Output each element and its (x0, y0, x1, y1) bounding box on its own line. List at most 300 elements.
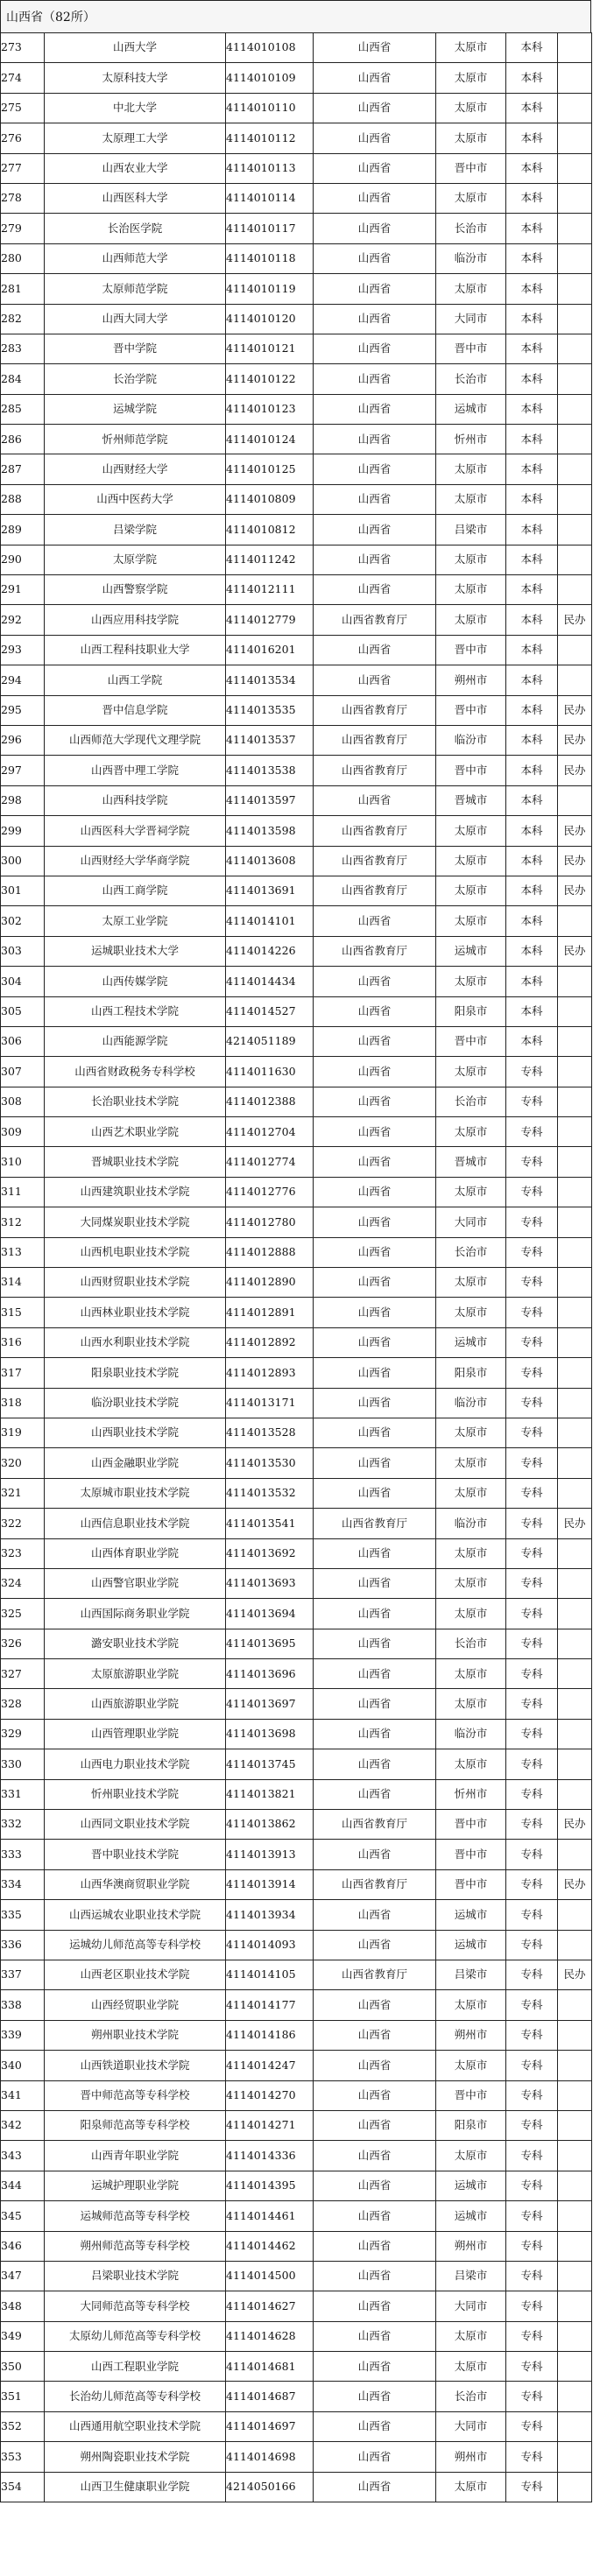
school-name: 长治职业技术学院 (45, 1087, 226, 1116)
remark (558, 1749, 592, 1779)
school-name: 太原师范学院 (45, 274, 226, 304)
location-city: 太原市 (436, 2321, 506, 2351)
school-name: 太原幼儿师范高等专科学校 (45, 2321, 226, 2351)
authority: 山西省 (314, 1749, 436, 1779)
remark (558, 364, 592, 394)
school-code: 4114013597 (226, 785, 314, 815)
remark (558, 2051, 592, 2080)
row-number: 307 (1, 1057, 45, 1087)
table-row (1, 274, 592, 304)
location-city: 朔州市 (436, 2020, 506, 2050)
location-city: 太原市 (436, 183, 506, 213)
remark (558, 2472, 592, 2502)
school-code: 4114010109 (226, 63, 314, 93)
school-code: 4114013534 (226, 665, 314, 695)
table-row (1, 33, 592, 63)
authority: 山西省 (314, 1568, 436, 1598)
location-city: 长治市 (436, 2382, 506, 2411)
school-name: 晋中信息学院 (45, 695, 226, 725)
school-list-body (1, 33, 592, 2502)
school-code: 4114013698 (226, 1719, 314, 1749)
school-code: 4114010120 (226, 304, 314, 334)
location-city: 太原市 (436, 33, 506, 63)
table-row (1, 1117, 592, 1147)
table-row (1, 1087, 592, 1116)
table-row (1, 1960, 592, 1990)
school-code: 4114012704 (226, 1117, 314, 1147)
education-level: 专科 (506, 2291, 558, 2321)
school-name: 山西同文职业技术学院 (45, 1810, 226, 1840)
row-number: 344 (1, 2171, 45, 2200)
school-name: 山西国际商务职业学院 (45, 1599, 226, 1629)
row-number: 295 (1, 695, 45, 725)
education-level: 专科 (506, 1900, 558, 1930)
school-code: 4114013692 (226, 1538, 314, 1568)
row-number: 285 (1, 394, 45, 424)
school-name: 山西水利职业技术学院 (45, 1327, 226, 1357)
remark (558, 183, 592, 213)
remark (558, 1026, 592, 1056)
row-number: 353 (1, 2442, 45, 2472)
table-row (1, 364, 592, 394)
remark (558, 334, 592, 363)
authority: 山西省 (314, 2051, 436, 2080)
remark: 民办 (558, 756, 592, 785)
education-level: 本科 (506, 545, 558, 574)
authority: 山西省 (314, 515, 436, 545)
table-row (1, 214, 592, 243)
authority: 山西省 (314, 2110, 436, 2140)
authority: 山西省 (314, 2442, 436, 2472)
table-row (1, 1568, 592, 1598)
authority: 山西省 (314, 1358, 436, 1388)
school-code: 4114012890 (226, 1268, 314, 1298)
authority: 山西省 (314, 2411, 436, 2441)
table-row (1, 695, 592, 725)
row-number: 289 (1, 515, 45, 545)
education-level: 本科 (506, 93, 558, 123)
row-number: 316 (1, 1327, 45, 1357)
row-number: 350 (1, 2352, 45, 2382)
table-row (1, 2472, 592, 2502)
row-number: 300 (1, 846, 45, 876)
table-row (1, 816, 592, 846)
authority: 山西省 (314, 1298, 436, 1327)
school-name: 山西机电职业技术学院 (45, 1237, 226, 1267)
school-code: 4114012888 (226, 1237, 314, 1267)
school-name: 山西大学 (45, 33, 226, 63)
location-city: 太原市 (436, 575, 506, 605)
education-level: 专科 (506, 1087, 558, 1116)
authority: 山西省教育厅 (314, 1960, 436, 1990)
row-number: 274 (1, 63, 45, 93)
table-row (1, 1177, 592, 1207)
authority: 山西省 (314, 33, 436, 63)
school-code: 4114014093 (226, 1930, 314, 1960)
table-row (1, 1358, 592, 1388)
school-name: 山西通用航空职业技术学院 (45, 2411, 226, 2441)
table-row (1, 1478, 592, 1508)
authority: 山西省 (314, 1207, 436, 1237)
school-code: 4114012893 (226, 1358, 314, 1388)
row-number: 322 (1, 1509, 45, 1538)
authority: 山西省 (314, 1840, 436, 1869)
row-number: 320 (1, 1448, 45, 1478)
table-row (1, 846, 592, 876)
remark (558, 2171, 592, 2200)
school-name: 山西职业技术学院 (45, 1418, 226, 1447)
remark (558, 153, 592, 183)
remark: 民办 (558, 846, 592, 876)
location-city: 晋中市 (436, 153, 506, 183)
school-name: 山西林业职业技术学院 (45, 1298, 226, 1327)
school-name: 山西财贸职业技术学院 (45, 1268, 226, 1298)
authority: 山西省 (314, 1147, 436, 1177)
authority: 山西省 (314, 967, 436, 996)
education-level: 本科 (506, 967, 558, 996)
authority: 山西省 (314, 1177, 436, 1207)
authority: 山西省 (314, 1779, 436, 1809)
location-city: 长治市 (436, 364, 506, 394)
location-city: 运城市 (436, 2171, 506, 2200)
authority: 山西省 (314, 1900, 436, 1930)
location-city: 运城市 (436, 1327, 506, 1357)
location-city: 太原市 (436, 2472, 506, 2502)
education-level: 专科 (506, 1177, 558, 1207)
location-city: 阳泉市 (436, 996, 506, 1026)
table-row (1, 545, 592, 574)
education-level: 本科 (506, 816, 558, 846)
education-level: 专科 (506, 1689, 558, 1719)
province-title: 山西省（82所） (6, 11, 95, 25)
remark (558, 1418, 592, 1447)
authority: 山西省 (314, 1388, 436, 1418)
school-name: 山西体育职业学院 (45, 1538, 226, 1568)
education-level: 专科 (506, 2201, 558, 2231)
education-level: 专科 (506, 1207, 558, 1237)
remark (558, 785, 592, 815)
education-level: 专科 (506, 1298, 558, 1327)
location-city: 太原市 (436, 545, 506, 574)
school-name: 山西建筑职业技术学院 (45, 1177, 226, 1207)
authority: 山西省 (314, 2382, 436, 2411)
remark (558, 1268, 592, 1298)
row-number: 333 (1, 1840, 45, 1869)
authority: 山西省 (314, 2141, 436, 2171)
education-level: 本科 (506, 63, 558, 93)
school-name: 山西工程技术学院 (45, 996, 226, 1026)
remark (558, 967, 592, 996)
remark (558, 304, 592, 334)
row-number: 315 (1, 1298, 45, 1327)
location-city: 吕梁市 (436, 1960, 506, 1990)
authority: 山西省 (314, 2321, 436, 2351)
education-level: 专科 (506, 1659, 558, 1689)
education-level: 本科 (506, 214, 558, 243)
education-level: 专科 (506, 1237, 558, 1267)
table-row (1, 967, 592, 996)
school-code: 4114010809 (226, 484, 314, 514)
school-name: 山西管理职业学院 (45, 1719, 226, 1749)
location-city: 太原市 (436, 93, 506, 123)
location-city: 太原市 (436, 1268, 506, 1298)
row-number: 352 (1, 2411, 45, 2441)
education-level: 本科 (506, 243, 558, 273)
school-code: 4114014247 (226, 2051, 314, 2080)
authority: 山西省 (314, 63, 436, 93)
location-city: 太原市 (436, 876, 506, 905)
row-number: 341 (1, 2080, 45, 2110)
row-number: 348 (1, 2291, 45, 2321)
school-name: 忻州职业技术学院 (45, 1779, 226, 1809)
school-code: 4114012892 (226, 1327, 314, 1357)
row-number: 278 (1, 183, 45, 213)
table-row (1, 2171, 592, 2200)
location-city: 晋中市 (436, 1840, 506, 1869)
row-number: 288 (1, 484, 45, 514)
table-row (1, 575, 592, 605)
authority: 山西省 (314, 1689, 436, 1719)
location-city: 长治市 (436, 1237, 506, 1267)
remark (558, 1538, 592, 1568)
education-level: 专科 (506, 1538, 558, 1568)
table-row (1, 936, 592, 966)
location-city: 朔州市 (436, 665, 506, 695)
authority: 山西省 (314, 665, 436, 695)
education-level: 专科 (506, 2261, 558, 2291)
school-name: 阳泉职业技术学院 (45, 1358, 226, 1388)
school-name: 山西信息职业技术学院 (45, 1509, 226, 1538)
education-level: 专科 (506, 1478, 558, 1508)
row-number: 298 (1, 785, 45, 815)
row-number: 299 (1, 816, 45, 846)
school-name: 朔州职业技术学院 (45, 2020, 226, 2050)
remark (558, 515, 592, 545)
table-row (1, 2321, 592, 2351)
school-name: 山西铁道职业技术学院 (45, 2051, 226, 2080)
location-city: 大同市 (436, 2291, 506, 2321)
remark (558, 1388, 592, 1418)
remark: 民办 (558, 936, 592, 966)
remark (558, 425, 592, 454)
remark: 民办 (558, 1869, 592, 1899)
remark (558, 2141, 592, 2171)
school-code: 4114012779 (226, 605, 314, 635)
remark (558, 2411, 592, 2441)
school-code: 4114013537 (226, 725, 314, 755)
education-level: 本科 (506, 846, 558, 876)
school-name: 吕梁职业技术学院 (45, 2261, 226, 2291)
authority: 山西省 (314, 1057, 436, 1087)
school-code: 4114014627 (226, 2291, 314, 2321)
authority: 山西省教育厅 (314, 846, 436, 876)
education-level: 本科 (506, 394, 558, 424)
education-level: 专科 (506, 2231, 558, 2261)
remark (558, 2321, 592, 2351)
row-number: 275 (1, 93, 45, 123)
school-name: 山西经贸职业学院 (45, 1990, 226, 2020)
table-row (1, 1930, 592, 1960)
authority: 山西省 (314, 1448, 436, 1478)
school-code: 4114012774 (226, 1147, 314, 1177)
school-code: 4114012780 (226, 1207, 314, 1237)
authority: 山西省 (314, 545, 436, 574)
education-level: 专科 (506, 2411, 558, 2441)
school-name: 山西财经大学华商学院 (45, 846, 226, 876)
remark (558, 2352, 592, 2382)
table-row (1, 1057, 592, 1087)
education-level: 专科 (506, 1509, 558, 1538)
school-code: 4114014270 (226, 2080, 314, 2110)
authority: 山西省 (314, 2261, 436, 2291)
education-level: 本科 (506, 936, 558, 966)
location-city: 忻州市 (436, 425, 506, 454)
school-code: 4114012776 (226, 1177, 314, 1207)
remark (558, 1568, 592, 1598)
school-name: 山西工学院 (45, 665, 226, 695)
authority: 山西省 (314, 906, 436, 936)
school-name: 长治学院 (45, 364, 226, 394)
location-city: 大同市 (436, 1207, 506, 1237)
authority: 山西省 (314, 274, 436, 304)
row-number: 302 (1, 906, 45, 936)
row-number: 287 (1, 454, 45, 484)
location-city: 运城市 (436, 2201, 506, 2231)
remark (558, 575, 592, 605)
location-city: 阳泉市 (436, 2110, 506, 2140)
location-city: 太原市 (436, 1117, 506, 1147)
school-code: 4114010118 (226, 243, 314, 273)
location-city: 朔州市 (436, 2231, 506, 2261)
education-level: 专科 (506, 1448, 558, 1478)
school-code: 4114011630 (226, 1057, 314, 1087)
school-name: 山西医科大学 (45, 183, 226, 213)
row-number: 331 (1, 1779, 45, 1809)
school-name: 山西科技学院 (45, 785, 226, 815)
school-code: 4114013696 (226, 1659, 314, 1689)
authority: 山西省 (314, 2472, 436, 2502)
education-level: 本科 (506, 484, 558, 514)
education-level: 本科 (506, 1026, 558, 1056)
location-city: 晋中市 (436, 1810, 506, 1840)
school-code: 4114013538 (226, 756, 314, 785)
row-number: 280 (1, 243, 45, 273)
authority: 山西省教育厅 (314, 816, 436, 846)
table-row (1, 665, 592, 695)
authority: 山西省 (314, 1659, 436, 1689)
school-name: 太原城市职业技术学院 (45, 1478, 226, 1508)
remark (558, 2020, 592, 2050)
school-name: 晋中职业技术学院 (45, 1840, 226, 1869)
education-level: 专科 (506, 1418, 558, 1447)
school-name: 山西警官职业学院 (45, 1568, 226, 1598)
table-row (1, 2411, 592, 2441)
location-city: 太原市 (436, 816, 506, 846)
row-number: 339 (1, 2020, 45, 2050)
location-city: 临汾市 (436, 725, 506, 755)
remark (558, 123, 592, 153)
school-name: 山西农业大学 (45, 153, 226, 183)
remark (558, 214, 592, 243)
school-code: 4114013745 (226, 1749, 314, 1779)
education-level: 本科 (506, 454, 558, 484)
remark (558, 2201, 592, 2231)
row-number: 317 (1, 1358, 45, 1388)
school-code: 4114014461 (226, 2201, 314, 2231)
authority: 山西省 (314, 1418, 436, 1447)
row-number: 324 (1, 1568, 45, 1598)
row-number: 321 (1, 1478, 45, 1508)
location-city: 晋城市 (436, 1147, 506, 1177)
school-code: 4114013535 (226, 695, 314, 725)
table-row (1, 2261, 592, 2291)
table-row (1, 63, 592, 93)
authority: 山西省教育厅 (314, 756, 436, 785)
table-row (1, 2442, 592, 2472)
row-number: 338 (1, 1990, 45, 2020)
authority: 山西省 (314, 153, 436, 183)
location-city: 太原市 (436, 1177, 506, 1207)
row-number: 296 (1, 725, 45, 755)
location-city: 长治市 (436, 214, 506, 243)
school-name: 太原工业学院 (45, 906, 226, 936)
location-city: 太原市 (436, 1298, 506, 1327)
table-row (1, 1388, 592, 1418)
row-number: 323 (1, 1538, 45, 1568)
location-city: 太原市 (436, 63, 506, 93)
location-city: 运城市 (436, 1900, 506, 1930)
table-row (1, 515, 592, 545)
table-row (1, 1599, 592, 1629)
authority: 山西省 (314, 1538, 436, 1568)
school-code: 4114010112 (226, 123, 314, 153)
remark (558, 2110, 592, 2140)
school-name: 山西应用科技学院 (45, 605, 226, 635)
location-city: 太原市 (436, 1659, 506, 1689)
education-level: 本科 (506, 575, 558, 605)
row-number: 312 (1, 1207, 45, 1237)
remark (558, 2442, 592, 2472)
school-code: 4114013934 (226, 1900, 314, 1930)
table-row (1, 1810, 592, 1840)
table-row (1, 1689, 592, 1719)
table-row (1, 1900, 592, 1930)
school-name: 山西晋中理工学院 (45, 756, 226, 785)
school-name: 山西工商学院 (45, 876, 226, 905)
education-level: 本科 (506, 515, 558, 545)
row-number: 282 (1, 304, 45, 334)
row-number: 354 (1, 2472, 45, 2502)
education-level: 专科 (506, 2382, 558, 2411)
school-name: 朔州师范高等专科学校 (45, 2231, 226, 2261)
education-level: 本科 (506, 725, 558, 755)
school-code: 4114014186 (226, 2020, 314, 2050)
table-row (1, 1237, 592, 1267)
education-level: 专科 (506, 1147, 558, 1177)
education-level: 专科 (506, 1960, 558, 1990)
location-city: 太原市 (436, 846, 506, 876)
remark (558, 1298, 592, 1327)
location-city: 太原市 (436, 1568, 506, 1598)
education-level: 本科 (506, 304, 558, 334)
location-city: 太原市 (436, 2141, 506, 2171)
location-city: 晋中市 (436, 695, 506, 725)
table-row (1, 1448, 592, 1478)
location-city: 太原市 (436, 967, 506, 996)
authority: 山西省 (314, 2171, 436, 2200)
row-number: 311 (1, 1177, 45, 1207)
table-row (1, 1418, 592, 1447)
